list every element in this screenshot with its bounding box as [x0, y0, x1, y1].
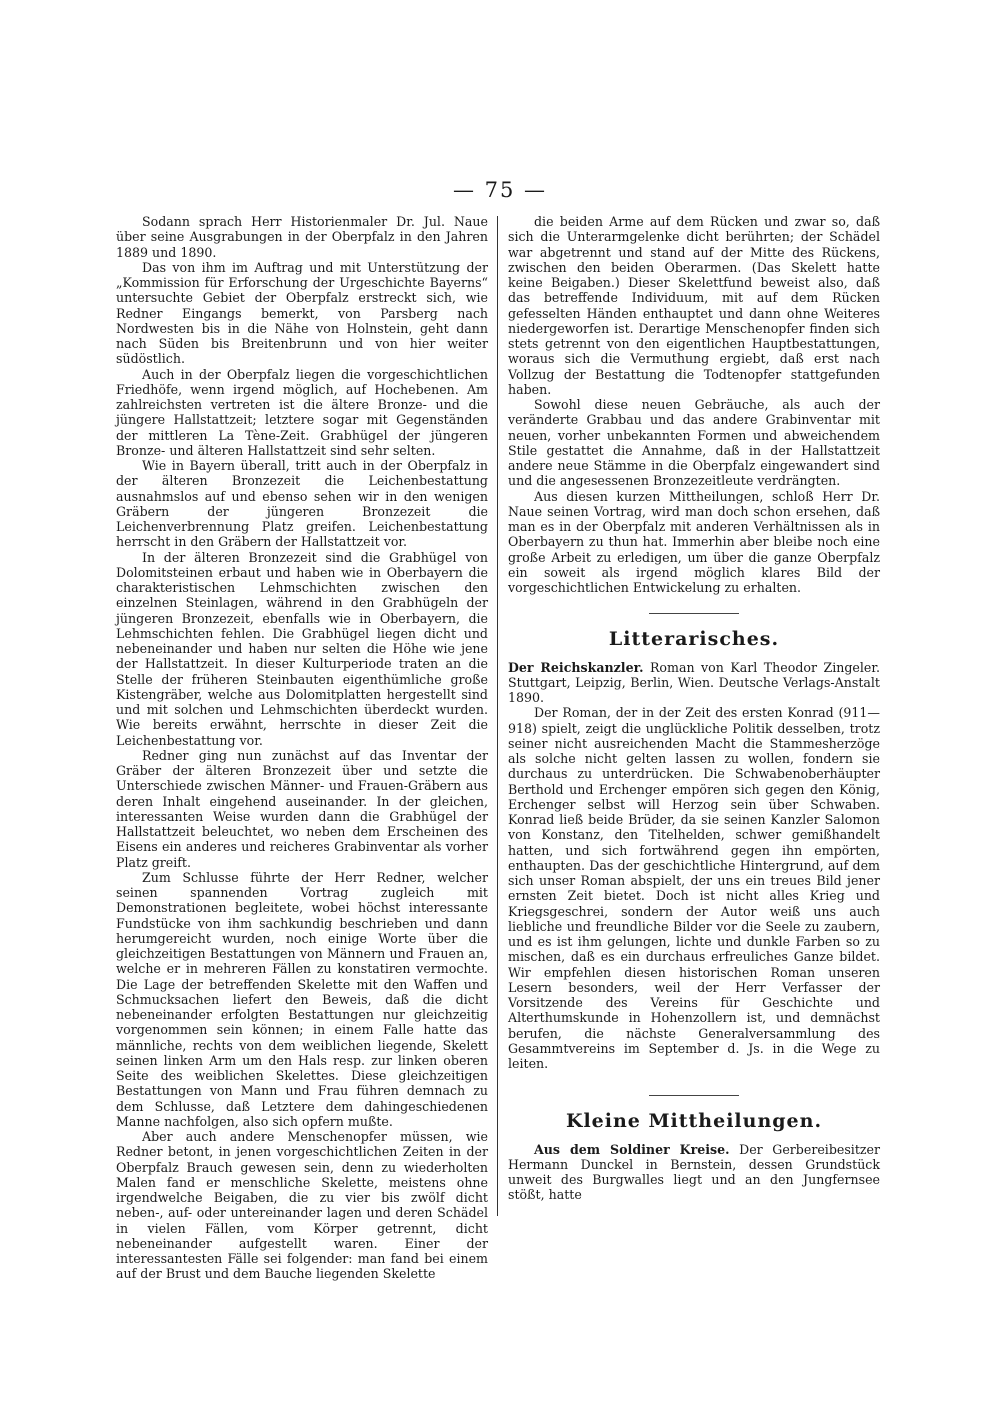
- column-divider: [497, 216, 498, 1216]
- section-separator: [649, 1095, 739, 1096]
- note-title: Aus dem Soldiner Kreise.: [534, 1141, 730, 1157]
- paragraph: die beiden Arme auf dem Rücken und zwar so, daß sich die Unterarmgelenke dicht berührten; der Schädel war abgetrennt und stand auf der Mitte des Rückens, zwischen den beiden Oberarmen. (Das Skelett hatte keine Beigaben.) Dieser Skelettfund beweist also, daß das betreffende Individuum, mit auf dem Rücken gefesselten Händen enthauptet und dann ohne Weiteres niedergeworfen ist. Derartige Menschenopfer finden sich stets getrennt von den eigentlichen Hauptbestattungen, woraus sich die Vermuthung ergiebt, daß erst nach Vollzug der Bestattung die Todtenopfer stattgefunden haben.: [508, 214, 880, 397]
- paragraph: Sodann sprach Herr Historienmaler Dr. Jul. Naue über seine Ausgrabungen in der Oberpfalz in den Jahren 1889 und 1890.: [116, 214, 488, 260]
- note-text: Der Gerbereibesitzer Hermann Dunckel in Bernstein, dessen Grundstück unweit des Burgwalles liegt und an den Jungfernsee stößt, hatte: [508, 1141, 880, 1203]
- review-bibliography: Roman von Karl Theodor Zingeler. Stuttgart, Leipzig, Berlin, Wien. Deutsche Verlags-Anstalt 1890.: [508, 659, 880, 705]
- paragraph: In der älteren Bronzezeit sind die Grabhügel von Dolomitsteinen erbaut und haben wie in Oberbayern die charakteristischen Lehmschichten zwischen den einzelnen Steinlagen, während in den Grabhügeln der jüngeren Bronzezeit, ebenfalls wie in Oberbayern, die Lehmschichten fehlen. Die Grabhügel liegen dicht und nebeneinander und haben nur selten die Höhe wie jene der Hallstattzeit. In dieser Kulturperiode traten an die Stelle der früheren Steinbauten eigenthümliche große Kistengräber, welche aus Dolomitplatten hergestellt sind und mit solchen und Lehmschichten überdeckt wurden. Wie bereits erwähnt, herrschte in dieser Zeit die Leichenbestattung vor.: [116, 549, 488, 748]
- paragraph: Aber auch andere Menschenopfer müssen, wie Redner betont, in jenen vorgeschichtlichen Zeiten in der Oberpfalz Brauch gewesen sein, denn zu wiederholten Malen fand er menschliche Skelette, meistens ohne irgendwelche Beigaben, die zu vier bis zwölf dicht neben-, auf- oder untereinander lagen und deren Schädel in vielen Fällen, vom Körper getrennt, dicht nebeneinander aufgestellt waren. Einer der interessantesten Fälle sei folgender: man fand bei einem auf der Brust und dem Bauche liegenden Skelette: [116, 1129, 488, 1282]
- section-separator: [649, 613, 739, 614]
- paragraph: Auch in der Oberpfalz liegen die vorgeschichtlichen Friedhöfe, wenn irgend möglich, auf Hochebenen. Am zahlreichsten vertreten ist die ältere Bronze- und die jüngere Hallstattzeit; letztere sogar mit Gegenständen der mittleren La Tène-Zeit. Grabhügel der jüngeren Bronze- und älteren Hallstattzeit sind sehr selten.: [116, 366, 488, 458]
- right-column: [508, 214, 880, 1203]
- paragraph: Sowohl diese neuen Gebräuche, als auch der veränderte Grabbau und das andere Grabinventar mit neuen, vorher unbekannten Formen und abweichendem Stile gestattet die Annahme, daß in der Hallstattzeit andere neue Stämme in die Oberpfalz eingewandert sind und die angesessenen Bronzezeitleute verdrängten.: [508, 397, 880, 489]
- left-column: [116, 214, 488, 1282]
- paragraph: Das von ihm im Auftrag und mit Unterstützung der „Kommission für Erforschung der Urgeschichte Bayerns“ untersuchte Gebiet der Oberpfalz erstreckt sich, wie Redner Eingangs bemerkt, von Parsberg nach Nordwesten bis in die Nähe von Holnstein, geht dann nach Süden bis Breitenbrunn und von hier weiter südöstlich.: [116, 259, 488, 367]
- page-number: — 75 —: [452, 178, 548, 202]
- note-entry: [508, 1142, 880, 1203]
- section-heading-kleine-mittheilungen: Kleine Mittheilungen.: [565, 1110, 823, 1133]
- paragraph: Redner ging nun zunächst auf das Inventar der Gräber der älteren Bronzezeit über und setzte die Unterschiede zwischen Männer- und Frauen-Gräbern aus deren Inhalt eingehend auseinander. In der gleichen, interessanten Weise wurden dann die Grabhügel der Hallstattzeit beleuchtet, wo neben dem Erscheinen des Eisens ein anderes und reicheres Grabinventar als vorher Platz greift.: [116, 747, 488, 870]
- paragraph: Aus diesen kurzen Mittheilungen, schloß Herr Dr. Naue seinen Vortrag, wird man doch schon ersehen, daß man es in der Oberpfalz mit anderen Verhältnissen als in Oberbayern zu thun hat. Immerhin aber bleibe noch eine große Arbeit zu erledigen, um über die ganze Oberpfalz ein soweit als irgend möglich klares Bild der vorgeschichtlichen Entwickelung zu erhalten.: [508, 488, 880, 595]
- review-entry: [508, 660, 880, 706]
- paragraph: Zum Schlusse führte der Herr Redner, welcher seinen spannenden Vortrag zugleich mit Demonstrationen begleitete, wobei höchst interessante Fundstücke von ihm sachkundig beschrieben und dann herumgereicht wurden, noch einige Worte über die gleichzeitigen Bestattungen von Männern und Frauen an, welche er in mehreren Fällen zu konstatiren vermochte. Die Lage der betreffenden Skelette mit den Waffen und Schmucksachen liefert den Beweis, daß die dicht nebeneinander erfolgten Bestattungen nur gleichzeitig vorgenommen sein können; in einem Falle hatte das männliche, rechts von dem weiblichen liegende, Skelett seinen linken Arm um den Hals resp. zur linken oberen Seite des weiblichen Skelettes. Diese gleichzeitigen Bestattungen von Mann und Frau führen demnach zu dem Schlusse, daß Letztere dem dahingeschiedenen Manne nachfolgen, also sich opfern mußte.: [116, 869, 488, 1129]
- review-paragraph: Der Roman, der in der Zeit des ersten Konrad (911—918) spielt, zeigt die unglückliche Politik desselben, trotz seiner nicht ausreichenden Macht die Stammesherzöge als solche nicht gelten lassen zu wollen, fondern sie durchaus zu unterdrücken. Die Schwabenoberhäupter Berthold und Erchenger empören sich gegen den König, Erchenger selbst will Herzog sein über Schwaben. Konrad ließ beide Brüder, da sie seinen Kanzler Salomon von Konstanz, den Titelhelden, schwer gemißhandelt hatten, und sich fortwährend gegen ihn empörten, enthaupten. Das der geschichtliche Hintergrund, auf dem sich unser Roman abspielt, der uns ein treues Bild jener ernsten Zeit bietet. Doch ist nicht alles Krieg und Kriegsgeschrei, sondern der Autor weiß uns auch liebliche und freundliche Bilder vor die Seele zu zaubern, und es ist ihm gelungen, lichte und dunkle Farben so zu mischen, daß es ein durchaus erfreuliches Ganze bildet. Wir empfehlen diesen historischen Roman unseren Lesern besonders, weil der Herr Verfasser der Vorsitzende des Vereins für Geschichte und Alterthumskunde in Hohenzollern ist, und demnächst berufen, die nächste Generalversammlung des Gesammtvereins im September d. Js. in die Wege zu leiten.: [508, 705, 880, 1071]
- section-heading-litterarisches: Litterarisches.: [608, 628, 780, 651]
- review-title: Der Reichskanzler.: [508, 659, 644, 675]
- paragraph: Wie in Bayern überall, tritt auch in der Oberpfalz in der älteren Bronzezeit die Leichenbestattung ausnahmslos auf und ebenso sehen wir in den wenigen Gräbern der jüngeren Bronzezeit die Leichenverbrennung Platz greifen. Leichenbestattung herrscht in den Gräbern der Hallstattzeit vor.: [116, 458, 488, 550]
